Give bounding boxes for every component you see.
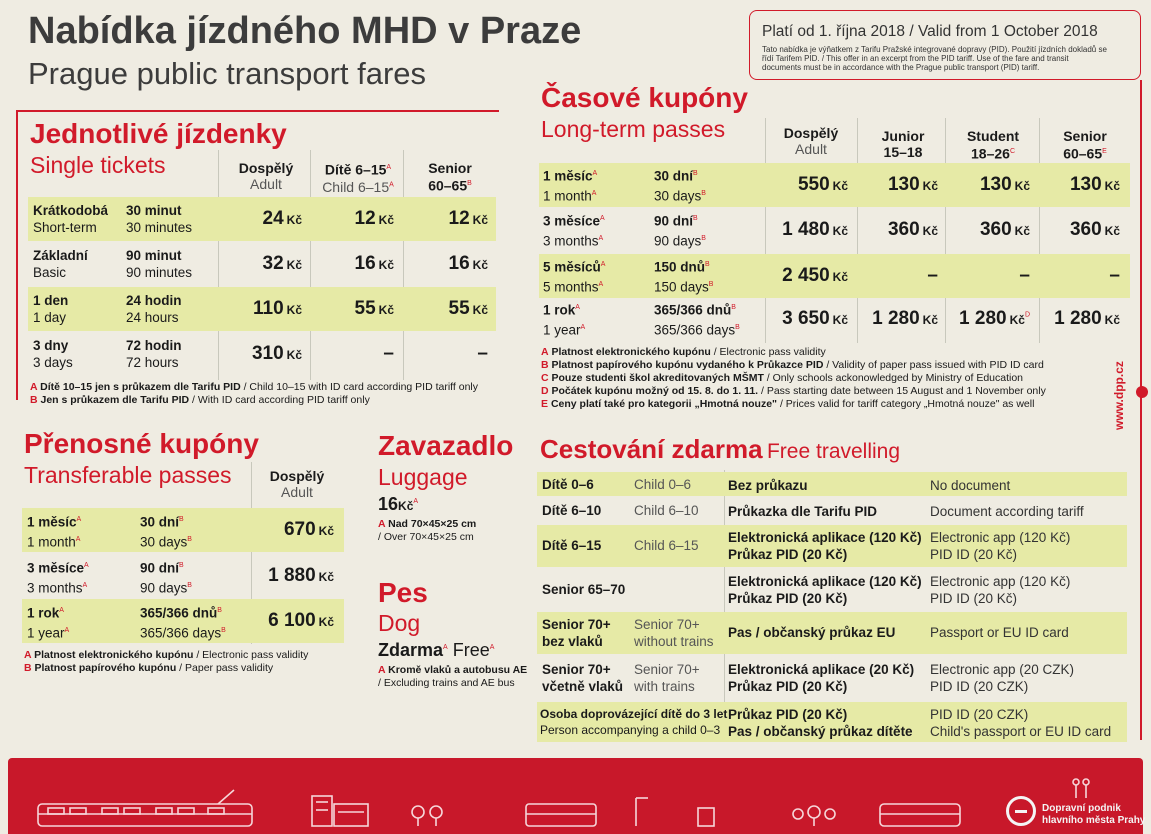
validity-text-3: documents must be in accordance with the Prague public transport (PID) tariff. (762, 63, 1040, 72)
longterm-note: A Platnost elektronického kupónu / Electronic pass validity (541, 346, 826, 358)
free-row-document: Bez průkazu (728, 478, 808, 493)
single-row-duration: 90 minut 90 minutes (126, 248, 193, 280)
free-row-document: Elektronická aplikace (20 Kč) Průkaz PID (20 Kč) (728, 662, 915, 694)
single-note-a: A Dítě 10–15 jen s průkazem dle Tarifu PID / Child 10–15 with ID card according PID tariff only (30, 381, 479, 393)
longterm-price-senior: – (1109, 265, 1120, 286)
transferable-row-duration: 90 dní$^B$ 90 days$^B$ (140, 560, 192, 595)
single-col-adult: Dospělý Adult (238, 160, 294, 192)
single-price-child: 12 Kč (354, 208, 394, 229)
free-row-category-en: Child 6–15 (634, 538, 699, 553)
longterm-price-adult: 1 480 Kč (782, 219, 848, 240)
transferable-title: Přenosné kupóny (24, 428, 259, 459)
free-row-document: Elektronická aplikace (120 Kč) Průkaz PID (20 Kč) (728, 574, 922, 606)
transferable-note-a: A Platnost elektronického kupónu / Electronic pass validity (24, 649, 309, 661)
free-row-document-en: Electronic app (20 CZK) PID ID (20 CZK) (930, 662, 1075, 694)
free-row-category: Senior 70+ včetně vlaků (542, 662, 624, 694)
transferable-row-label: 3 měsíce$^A$ 3 months$^A$ (27, 560, 89, 595)
longterm-price-student: – (1019, 265, 1030, 286)
longterm-row-label: 1 měsíc$^A$ 1 month$^A$ (543, 168, 598, 203)
longterm-price-student: 130 Kč (979, 174, 1030, 195)
longterm-price-adult: 550 Kč (797, 174, 848, 195)
dpp-logo (1006, 796, 1036, 826)
longterm-row-duration: 30 dní$^B$ 30 days$^B$ (654, 168, 706, 203)
transferable-row-duration: 30 dní$^B$ 30 days$^B$ (140, 514, 192, 549)
longterm-price-junior: 360 Kč (887, 219, 938, 240)
single-price-senior: 12 Kč (448, 208, 488, 229)
free-row-document-en: PID ID (20 CZK) Child's passport or EU ID card (930, 707, 1112, 739)
validity-text-2: řídí Tarifem PID. / This offer in an excerpt from the PID tariff. Use of the fare and transit (762, 54, 1069, 63)
free-row-category: Senior 70+ bez vlaků (542, 617, 611, 649)
transferable-price-adult: 670 Kč (283, 519, 334, 540)
longterm-row-label: 3 měsíce$^A$ 3 months$^A$ (543, 213, 605, 248)
free-row-category: Osoba doprovázející dítě do 3 let Person accompanying a child 0–3 (540, 707, 728, 737)
free-row-category-en: Child 0–6 (634, 477, 692, 492)
website-link[interactable]: www.dpp.cz (1112, 361, 1126, 430)
longterm-note: D Počátek kupónu možný od 15. 8. do 1. 11. / Pass starting date between 15 August and 1 November only (541, 385, 1046, 397)
bus-icon (526, 804, 596, 826)
transferable-row-duration: 365/366 dnů$^B$ 365/366 days$^B$ (140, 605, 226, 640)
single-row-label: Základní Basic (33, 248, 88, 280)
side-line (1140, 80, 1142, 740)
free-row-category: Dítě 0–6 (542, 477, 594, 492)
longterm-price-junior: – (927, 265, 938, 286)
free-row-document-en: Passport or EU ID card (930, 625, 1069, 640)
single-row-label: Krátkodobá Short-term (33, 203, 109, 235)
longterm-price-student: 360 Kč (979, 219, 1030, 240)
longterm-price-senior: 360 Kč (1069, 219, 1120, 240)
longterm-price-adult: 2 450 Kč (782, 265, 848, 286)
footer-band (8, 758, 1146, 834)
longterm-price-student: 1 280 $Kč^D$ (959, 308, 1030, 329)
trees-icon-2 (793, 806, 835, 826)
dog-free: Zdarma$^A$ Free$^A$ (378, 640, 495, 660)
longterm-row-label: 5 měsíců$^A$ 5 months$^A$ (543, 259, 606, 294)
free-row-category: Senior 65–70 (542, 582, 626, 597)
single-note-b: B Jen s průkazem dle Tarifu PID / With ID card according PID tariff only (30, 394, 370, 406)
tram-icon (38, 790, 252, 826)
free-row-document-en: Electronic app (120 Kč) PID ID (20 Kč) (930, 574, 1071, 606)
luggage-title: Zavazadlo (378, 430, 514, 461)
single-row-label: 1 den 1 day (33, 293, 69, 325)
people-icon (1073, 779, 1089, 798)
luggage-note: A Nad 70×45×25 cm (378, 518, 477, 530)
free-row-document: Pas / občanský průkaz EU (728, 625, 896, 640)
free-row-document-en: Electronic app (120 Kč) PID ID (20 Kč) (930, 530, 1071, 562)
longterm-col-senior: Senior $60-65^E$ (1063, 128, 1107, 162)
single-subtitle: Single tickets (30, 152, 166, 178)
dog-title: Pes (378, 577, 428, 608)
longterm-col-student: Student $18-26^C$ (966, 128, 1020, 162)
single-title: Jednotlivé jízdenky (30, 118, 287, 149)
single-price-adult: 32 Kč (262, 253, 302, 274)
footer-illustration (8, 758, 1146, 834)
longterm-price-senior: 1 280 Kč (1054, 308, 1120, 329)
longterm-subtitle: Long-term passes (541, 116, 726, 142)
page-title: Nabídka jízdného MHD v Praze (28, 10, 582, 52)
logo-text: Dopravní podnik hlavního města Prahy (1042, 803, 1146, 826)
longterm-price-adult: 3 650 Kč (782, 308, 848, 329)
validity-box (749, 10, 1141, 80)
free-row-category: Dítě 6–10 (542, 503, 602, 518)
longterm-row-label: 1 rok$^A$ 1 year$^A$ (543, 302, 586, 337)
free-row-document-en: Document according tariff (930, 504, 1084, 519)
single-col-child: Dítě $6-15^A$ Child $6-15^A$ (322, 161, 394, 196)
single-price-adult: 110 Kč (253, 298, 302, 319)
dog-note: A Kromě vlaků a autobusu AE (378, 664, 528, 676)
longterm-row-duration: 150 dnů$^B$ 150 days$^B$ (654, 259, 714, 294)
single-row-duration: 24 hodin 24 hours (126, 293, 182, 325)
longterm-price-senior: 130 Kč (1069, 174, 1120, 195)
single-row-duration: 72 hodin 72 hours (126, 338, 182, 370)
free-row-category-en: Senior 70+ without trains (634, 617, 714, 649)
longterm-price-junior: 1 280 Kč (872, 308, 938, 329)
longterm-row-duration: 90 dní$^B$ 90 days$^B$ (654, 213, 706, 248)
single-price-senior: 55 Kč (448, 298, 488, 319)
single-row-label: 3 dny 3 days (33, 338, 73, 370)
free-row-category: Dítě 6–15 (542, 538, 602, 553)
transferable-subtitle: Transferable passes (24, 462, 232, 488)
single-price-adult: 310 Kč (251, 343, 302, 364)
luggage-subtitle: Luggage (378, 464, 468, 490)
red-marker-dot (1136, 386, 1148, 398)
transferable-row-label: 1 měsíc$^A$ 1 month$^A$ (27, 514, 82, 549)
longterm-note: C Pouze studenti škol akreditovaných MŠMT / Only schools ackonowledged by Ministry of Education (541, 372, 1024, 384)
longterm-row-duration: 365/366 dnů$^B$ 365/366 days$^B$ (654, 302, 740, 337)
single-price-senior: – (477, 343, 488, 364)
transferable-col-adult: Dospělý Adult (269, 468, 325, 500)
buildings-icon (312, 796, 368, 826)
luggage-price: $16Kč^A$ (378, 494, 419, 514)
free-row-band (537, 472, 1127, 496)
transferable-price-adult: 6 100 Kč (268, 610, 334, 631)
free-row-document: Elektronická aplikace (120 Kč) Průkaz PID (20 Kč) (728, 530, 922, 562)
longterm-price-junior: 130 Kč (887, 174, 938, 195)
trees-icon (412, 806, 442, 826)
longterm-title: Časové kupóny (541, 82, 748, 113)
free-row-document: Průkazka dle Tarifu PID (728, 504, 878, 519)
transferable-row-label: 1 rok$^A$ 1 year$^A$ (27, 605, 70, 640)
single-frame-left (16, 110, 18, 400)
single-price-senior: 16 Kč (448, 253, 488, 274)
street-lamp-icon (636, 798, 714, 826)
longterm-col-junior: Junior 15–18 (881, 128, 925, 160)
tram-icon-2 (880, 804, 960, 826)
single-price-child: 55 Kč (354, 298, 394, 319)
validity-text-1: Tato nabídka je výňatkem z Tarifu Pražské integrované dopravy (PID). Použití jízdních dokladů se (762, 45, 1107, 54)
free-row-document-en: No document (930, 478, 1011, 493)
longterm-col-adult: Dospělý Adult (783, 125, 839, 157)
dog-subtitle: Dog (378, 610, 421, 636)
page-subtitle: Prague public transport fares (28, 56, 427, 91)
single-price-child: – (383, 343, 394, 364)
validity-heading: Platí od 1. října 2018 / Valid from 1 October 2018 (762, 23, 1098, 40)
single-row-duration: 30 minut 30 minutes (126, 203, 193, 235)
dog-note-en: / Excluding trains and AE bus (378, 677, 515, 689)
luggage-note-en: / Over 70×45×25 cm (378, 531, 474, 543)
transferable-price-adult: 1 880 Kč (268, 565, 334, 586)
transferable-note-b: B Platnost papírového kupónu / Paper pass validity (24, 662, 274, 674)
longterm-note: B Platnost papírového kupónu vydaného k Průkazce PID / Validity of paper pass issued with PID ID card (541, 359, 1044, 371)
free-row-category-en: Senior 70+ with trains (634, 662, 700, 694)
single-price-adult: 24 Kč (262, 208, 302, 229)
free-row-category-en: Child 6–10 (634, 503, 699, 518)
free-row-document: Průkaz PID (20 Kč) Pas / občanský průkaz dítěte (728, 707, 913, 739)
single-col-senior: Senior $60-65^B$ (428, 160, 472, 194)
single-price-child: 16 Kč (354, 253, 394, 274)
single-frame (16, 110, 499, 112)
free-title: Cestování zdarma Free travelling (540, 434, 901, 464)
longterm-note: E Ceny platí také pro kategorii „Hmotná nouze" / Prices valid for tariff category „Hmotná nouze" as well (541, 398, 1035, 410)
